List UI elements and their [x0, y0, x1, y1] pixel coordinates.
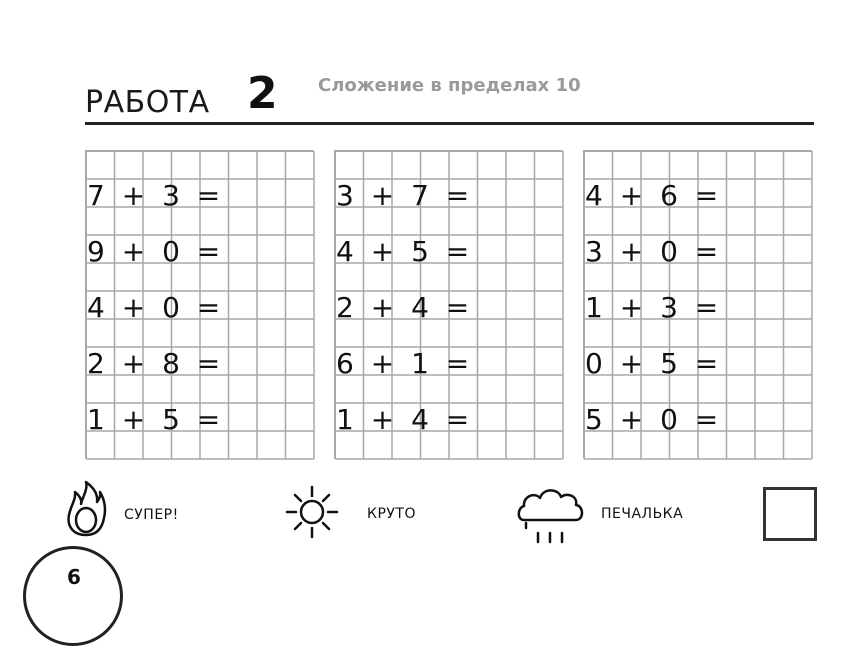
- equation-3-5: 5 + 0 =: [585, 403, 723, 436]
- legend-label-pechalka: ПЕЧАЛЬКА: [601, 506, 684, 522]
- page-title: РАБОТА: [85, 85, 210, 120]
- page-number: 6: [67, 565, 81, 589]
- equation-2-2: 4 + 5 =: [336, 235, 474, 268]
- legend-label-super: СУПЕР!: [124, 507, 179, 523]
- equation-1-4: 2 + 8 =: [87, 347, 225, 380]
- equation-2-1: 3 + 7 =: [336, 179, 474, 212]
- exercise-grid-2: [334, 150, 562, 458]
- rating-checkbox[interactable]: [763, 487, 817, 541]
- equation-3-2: 3 + 0 =: [585, 235, 723, 268]
- fire-icon: [64, 480, 108, 538]
- rain-cloud-icon: [516, 484, 586, 546]
- equation-2-3: 2 + 4 =: [336, 291, 474, 324]
- equation-3-3: 1 + 3 =: [585, 291, 723, 324]
- equation-2-4: 6 + 1 =: [336, 347, 474, 380]
- worksheet-subtitle: Сложение в пределах 10: [318, 75, 581, 96]
- equation-1-2: 9 + 0 =: [87, 235, 225, 268]
- equation-3-1: 4 + 6 =: [585, 179, 723, 212]
- equation-1-3: 4 + 0 =: [87, 291, 225, 324]
- equation-3-4: 0 + 5 =: [585, 347, 723, 380]
- equation-1-1: 7 + 3 =: [87, 179, 225, 212]
- exercise-grid-3: [583, 150, 811, 458]
- equation-1-5: 1 + 5 =: [87, 403, 225, 436]
- sun-icon: [284, 484, 340, 540]
- legend-label-kruto: КРУТО: [367, 506, 416, 522]
- worksheet-header: [85, 68, 814, 125]
- exercise-grid-1: [85, 150, 313, 458]
- page-number-circle: [23, 546, 123, 646]
- equation-2-5: 1 + 4 =: [336, 403, 474, 436]
- worksheet-number: 2: [247, 68, 278, 119]
